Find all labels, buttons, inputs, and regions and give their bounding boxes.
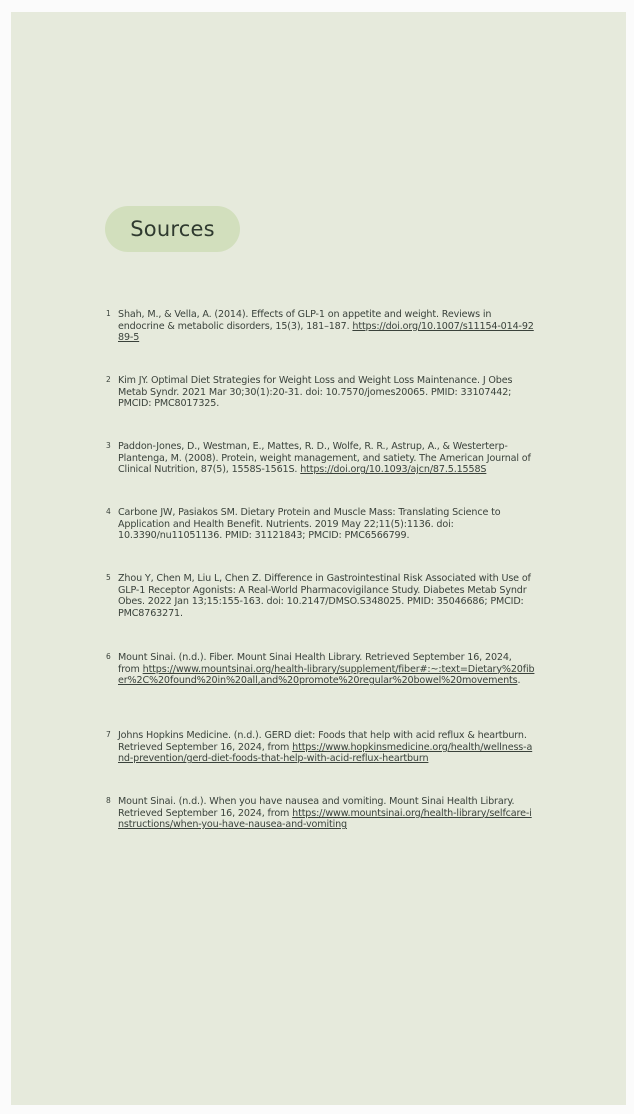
reference-text — [118, 309, 536, 344]
reference-link[interactable]: https://doi.org/10.1093/ajcn/87.5.1558S — [300, 464, 487, 476]
reference-number: 4 — [106, 507, 111, 516]
reference-text — [118, 441, 536, 476]
reference-item-8 — [106, 796, 536, 831]
reference-item-3 — [106, 441, 536, 476]
reference-link[interactable]: https://www.mountsinai.org/health-library/supplement/fiber#:~:text=Dietary%20fiber%2C%20found%20in%20all,and%20promote%20regular%20bowel%20movements — [118, 663, 535, 687]
reference-number: 2 — [106, 375, 111, 384]
reference-text: Zhou Y, Chen M, Liu L, Chen Z. Difference in Gastrointestinal Risk Associated with Use of GLP-1 Receptor Agonists: A Real-World Pharmacovigilance Study. Diabetes Metab Syndr Obes. 2022 Jan 13;15:155-163. doi: 10.2147/DMSO.S348025. PMID: 35046686; PMCID: PMC8763271. — [118, 573, 531, 619]
reference-link[interactable]: https://doi.org/10.1007/s11154-014-9289-5 — [118, 320, 534, 344]
reference-text — [118, 652, 536, 687]
reference-number: 8 — [106, 796, 111, 805]
reference-item-6 — [106, 652, 536, 687]
reference-item-1 — [106, 309, 536, 344]
reference-text — [118, 730, 536, 765]
reference-citation: Mount Sinai. (n.d.). When you have nausea and vomiting. Mount Sinai Health Library. Retrieved September 16, 2024, from — [118, 796, 515, 819]
reference-item-4 — [106, 507, 536, 542]
reference-number: 3 — [106, 441, 111, 450]
page-title: Sources — [130, 217, 215, 241]
reference-text — [118, 796, 536, 831]
reference-citation: Paddon-Jones, D., Westman, E., Mattes, R. D., Wolfe, R. R., Astrup, A., & Westerterp-Plantenga, M. (2008). Protein, weight management, and satiety. The American Journal of Clinical Nutrition, 87(5), 1558S-1561S. — [118, 441, 531, 476]
reference-number: 5 — [106, 573, 111, 582]
reference-citation: Shah, M., & Vella, A. (2014). Effects of GLP-1 on appetite and weight. Reviews in endocrine & metabolic disorders, 15(3), 181–187. — [118, 309, 492, 332]
reference-citation: Mount Sinai. (n.d.). Fiber. Mount Sinai Health Library. Retrieved September 16, 2024, from — [118, 652, 512, 675]
document-page — [11, 12, 626, 1105]
reference-citation: Johns Hopkins Medicine. (n.d.). GERD diet: Foods that help with acid reflux & heartburn. Retrieved September 16, 2024, from — [118, 730, 527, 753]
reference-text: Kim JY. Optimal Diet Strategies for Weight Loss and Weight Loss Maintenance. J Obes Metab Syndr. 2021 Mar 30;30(1):20-31. doi: 10.7570/jomes20065. PMID: 33107442; PMCID: PMC8017325. — [118, 375, 513, 410]
sources-heading-pill — [105, 206, 240, 252]
reference-number: 6 — [106, 652, 111, 661]
reference-suffix: . — [517, 675, 521, 687]
reference-link[interactable]: https://www.hopkinsmedicine.org/health/wellness-and-prevention/gerd-diet-foods-that-help-with-acid-reflux-heartburn — [118, 741, 533, 765]
reference-text: Carbone JW, Pasiakos SM. Dietary Protein and Muscle Mass: Translating Science to Application and Health Benefit. Nutrients. 2019 May 22;11(5):1136. doi: 10.3390/nu11051136. PMID: 31121843; PMCID: PMC6566799. — [118, 507, 501, 542]
reference-link[interactable]: https://www.mountsinai.org/health-library/selfcare-instructions/when-you-have-nausea-and-vomiting — [118, 807, 532, 831]
reference-item-5 — [106, 573, 536, 619]
reference-item-7 — [106, 730, 536, 765]
reference-item-2 — [106, 375, 536, 410]
reference-number: 7 — [106, 730, 111, 739]
reference-number: 1 — [106, 309, 111, 318]
